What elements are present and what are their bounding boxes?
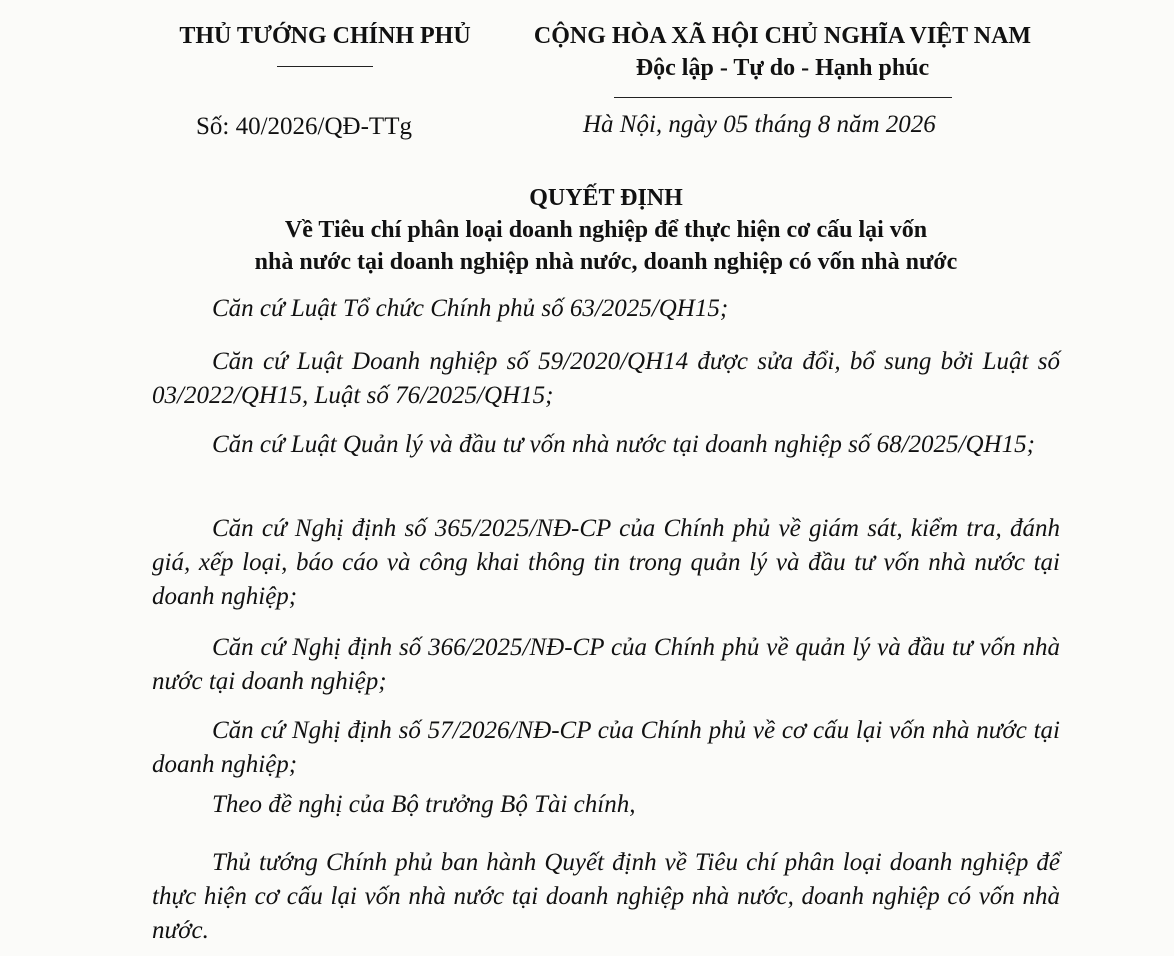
legal-basis-paragraph: Căn cứ Luật Quản lý và đầu tư vốn nhà nước tại doanh nghiệp số 68/2025/QH15; xyxy=(212,431,1035,458)
place-date: Hà Nội, ngày 05 tháng 8 năm 2026 xyxy=(583,111,936,138)
national-title-block xyxy=(500,20,1065,98)
authority-underline xyxy=(277,66,373,67)
promulgation-paragraph: Thủ tướng Chính phủ ban hành Quyết định về Tiêu chí phân loại doanh nghiệp để thực hiện cơ cấu lại vốn nhà nước tại doanh nghiệp nhà nước, doanh nghiệp có vốn nhà nước. xyxy=(152,849,1060,944)
document-number: Số: 40/2026/QĐ-TTg xyxy=(196,113,412,140)
motto-underline xyxy=(614,97,952,98)
decision-subtitle-line-1: Về Tiêu chí phân loại doanh nghiệp để thực hiện cơ cấu lại vốn xyxy=(284,217,928,243)
proposal-paragraph: Theo đề nghị của Bộ trưởng Bộ Tài chính, xyxy=(212,791,636,818)
legal-basis-paragraph: Căn cứ Nghị định số 57/2026/NĐ-CP của Chính phủ về cơ cấu lại vốn nhà nước tại doanh nghiệp; xyxy=(152,717,1060,778)
decision-title: QUYẾT ĐỊNH xyxy=(529,185,683,211)
issuing-authority-block xyxy=(160,20,490,67)
legal-basis-paragraph: Căn cứ Nghị định số 366/2025/NĐ-CP của Chính phủ về quản lý và đầu tư vốn nhà nước tại doanh nghiệp; xyxy=(152,634,1060,695)
issuing-authority: THỦ TƯỚNG CHÍNH PHỦ xyxy=(179,23,471,49)
decision-title-block xyxy=(150,182,1062,278)
national-title: CỘNG HÒA XÃ HỘI CHỦ NGHĨA VIỆT NAM xyxy=(533,23,1032,49)
national-motto: Độc lập - Tự do - Hạnh phúc xyxy=(635,55,930,81)
legal-basis-paragraph: Căn cứ Luật Tổ chức Chính phủ số 63/2025/QH15; xyxy=(212,295,729,322)
decision-subtitle-line-2: nhà nước tại doanh nghiệp nhà nước, doanh nghiệp có vốn nhà nước xyxy=(254,249,958,275)
legal-basis-paragraph: Căn cứ Luật Doanh nghiệp số 59/2020/QH14 được sửa đổi, bổ sung bởi Luật số 03/2022/QH15, Luật số 76/2025/QH15; xyxy=(152,348,1060,409)
legal-basis-paragraph: Căn cứ Nghị định số 365/2025/NĐ-CP của Chính phủ về giám sát, kiểm tra, đánh giá, xếp loại, báo cáo và công khai thông tin trong quản lý và đầu tư vốn nhà nước tại doanh nghiệp; xyxy=(152,515,1060,610)
